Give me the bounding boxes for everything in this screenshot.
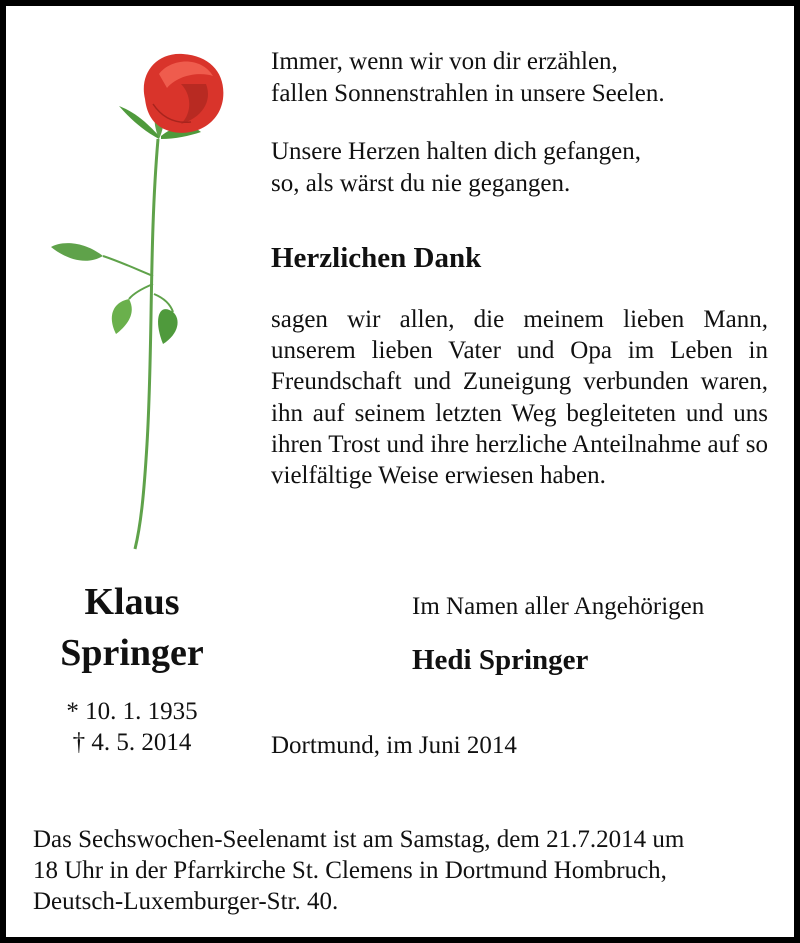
poem-line: Immer, wenn wir von dir erzählen, xyxy=(271,48,618,75)
service-notice xyxy=(33,824,783,917)
poem-line: Unsere Herzen halten dich gefangen, xyxy=(271,138,641,165)
birth-date: * 10. 1. 1935 xyxy=(66,698,198,725)
red-rose-icon xyxy=(41,44,231,554)
thanks-heading: Herzlichen Dank xyxy=(271,242,482,274)
poem-stanza-1 xyxy=(271,46,771,110)
death-date: † 4. 5. 2014 xyxy=(72,729,192,756)
deceased-first-name: Klaus xyxy=(84,581,180,623)
service-notice-line: Deutsch-Luxemburger-Str. 40. xyxy=(33,888,339,915)
thanks-body: sagen wir allen, die meinem lieben Mann, unserem lieben Vater und Opa im Leben in Freundschaft und Zuneigung verbunden waren, ihn auf seinem letzten Weg begleiteten und uns ihren Trost und ihre herzliche Anteilnahme auf so vielfältige Weise erwiesen haben. xyxy=(271,306,768,490)
life-dates xyxy=(22,696,242,758)
signer-name: Hedi Springer xyxy=(412,644,589,676)
obituary-notice xyxy=(6,6,794,937)
on-behalf-text: Im Namen aller Angehörigen xyxy=(412,593,705,620)
service-notice-line: Das Sechswochen-Seelenamt ist am Samstag, dem 21.7.2014 um xyxy=(33,826,685,853)
poem-line: so, als wärst du nie gegangen. xyxy=(271,170,571,197)
service-notice-line: 18 Uhr in der Pfarrkirche St. Clemens in Dortmund Hombruch, xyxy=(33,857,667,884)
deceased-last-name: Springer xyxy=(60,632,204,674)
poem-stanza-2 xyxy=(271,136,771,200)
poem-line: fallen Sonnenstrahlen in unsere Seelen. xyxy=(271,80,665,107)
place-date: Dortmund, im Juni 2014 xyxy=(271,732,517,759)
